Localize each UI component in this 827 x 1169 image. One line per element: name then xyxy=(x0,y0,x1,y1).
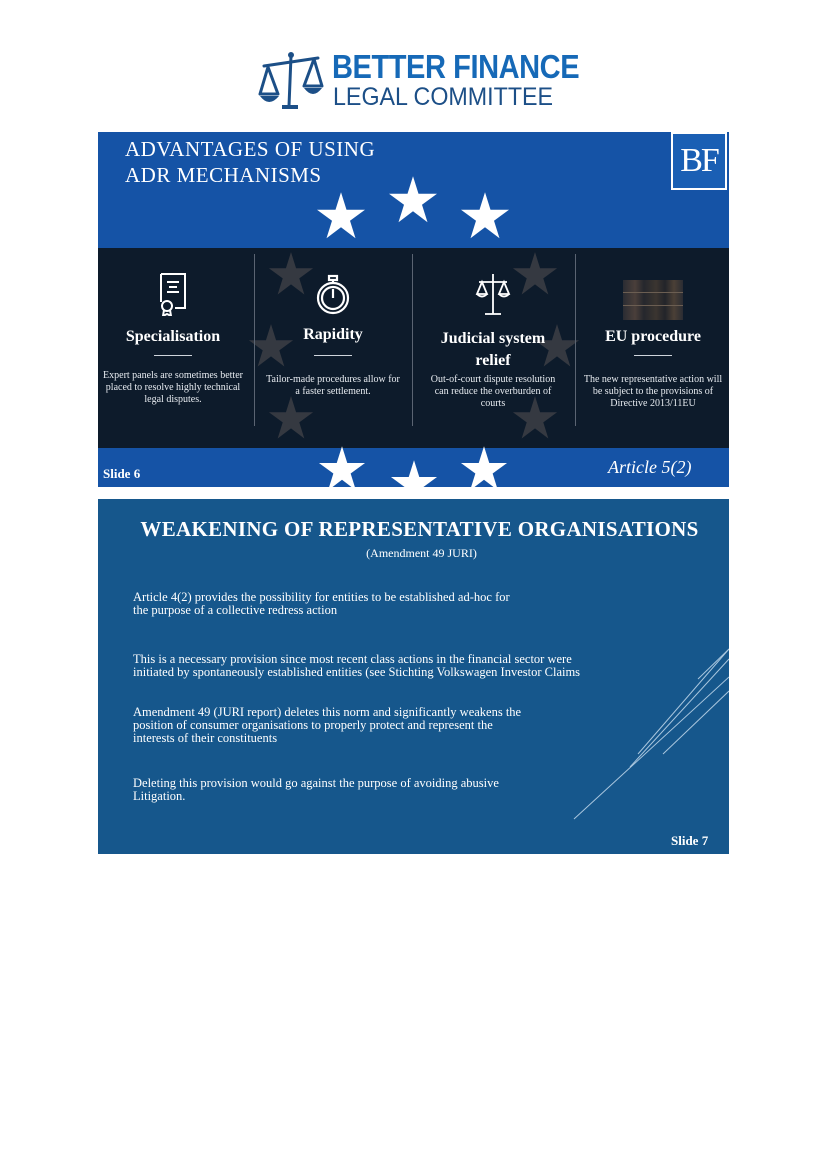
slide-7 xyxy=(98,499,729,854)
bf-badge: BF xyxy=(671,132,727,190)
ghost-star-icon xyxy=(512,252,558,296)
scales-logo-icon xyxy=(258,50,324,112)
slide-6 xyxy=(98,132,729,487)
paragraph: Amendment 49 (JURI report) deletes this norm and significantly weakens the position of consumer organisations to properly protect and represent the interests of their constituents xyxy=(133,705,522,745)
column-text: Out-of-court dispute resolution can reduce the overburden of courts xyxy=(430,374,556,409)
star-icon xyxy=(460,192,510,240)
better-finance-logo xyxy=(258,48,580,112)
column-text: Tailor-made procedures allow for a faster settlement. xyxy=(266,374,400,397)
star-icon xyxy=(388,176,438,224)
paragraph: Article 4(2) provides the possibility for entities to be established ad-hoc for the purpose of a collective redress action xyxy=(133,590,510,617)
star-icon xyxy=(390,460,438,487)
ghost-star-icon xyxy=(268,396,314,440)
slide-7-title: WEAKENING OF REPRESENTATIVE ORGANISATIONS xyxy=(140,517,699,541)
certificate-icon xyxy=(153,272,193,316)
column-title: Specialisation xyxy=(125,328,221,345)
column-text: The new representative action will be subject to the provisions of Directive 2013/11EU xyxy=(583,374,723,409)
library-photo xyxy=(623,280,683,320)
column-divider xyxy=(254,254,255,426)
column-divider xyxy=(412,254,413,426)
star-icon xyxy=(316,192,366,240)
paragraph: Deleting this provision would go against the purpose of avoiding abusive Litigation. xyxy=(133,776,499,803)
slide-6-number: Slide 6 xyxy=(103,466,141,481)
column-rule xyxy=(154,355,192,356)
slide-6-title: ADVANTAGES OF USING ADR MECHANISMS xyxy=(125,137,376,187)
column-rule xyxy=(634,355,672,356)
column-rule xyxy=(314,355,352,356)
stopwatch-icon xyxy=(313,272,353,316)
star-icon xyxy=(318,446,366,487)
column-text: Expert panels are sometimes better placed to resolve highly technical legal disputes. xyxy=(103,370,243,405)
column-title: Judicial system relief xyxy=(440,330,546,369)
column-title: Rapidity xyxy=(303,326,363,343)
article-reference: Article 5(2) xyxy=(608,457,692,477)
logo-title: BETTER FINANCE xyxy=(332,48,580,85)
scales-icon xyxy=(473,272,513,316)
logo-subtitle: LEGAL COMMITTEE xyxy=(333,83,554,111)
ghost-star-icon xyxy=(268,252,314,296)
paragraph: This is a necessary provision since most recent class actions in the financial sector were initiated by spontaneously established entities (see Stichting Volkswagen Investor Claims xyxy=(133,652,581,679)
star-icon xyxy=(460,446,508,487)
column-title: EU procedure xyxy=(605,328,701,345)
slide-7-number: Slide 7 xyxy=(671,833,709,848)
slide-7-subtitle: (Amendment 49 JURI) xyxy=(366,546,477,560)
column-divider xyxy=(575,254,576,426)
